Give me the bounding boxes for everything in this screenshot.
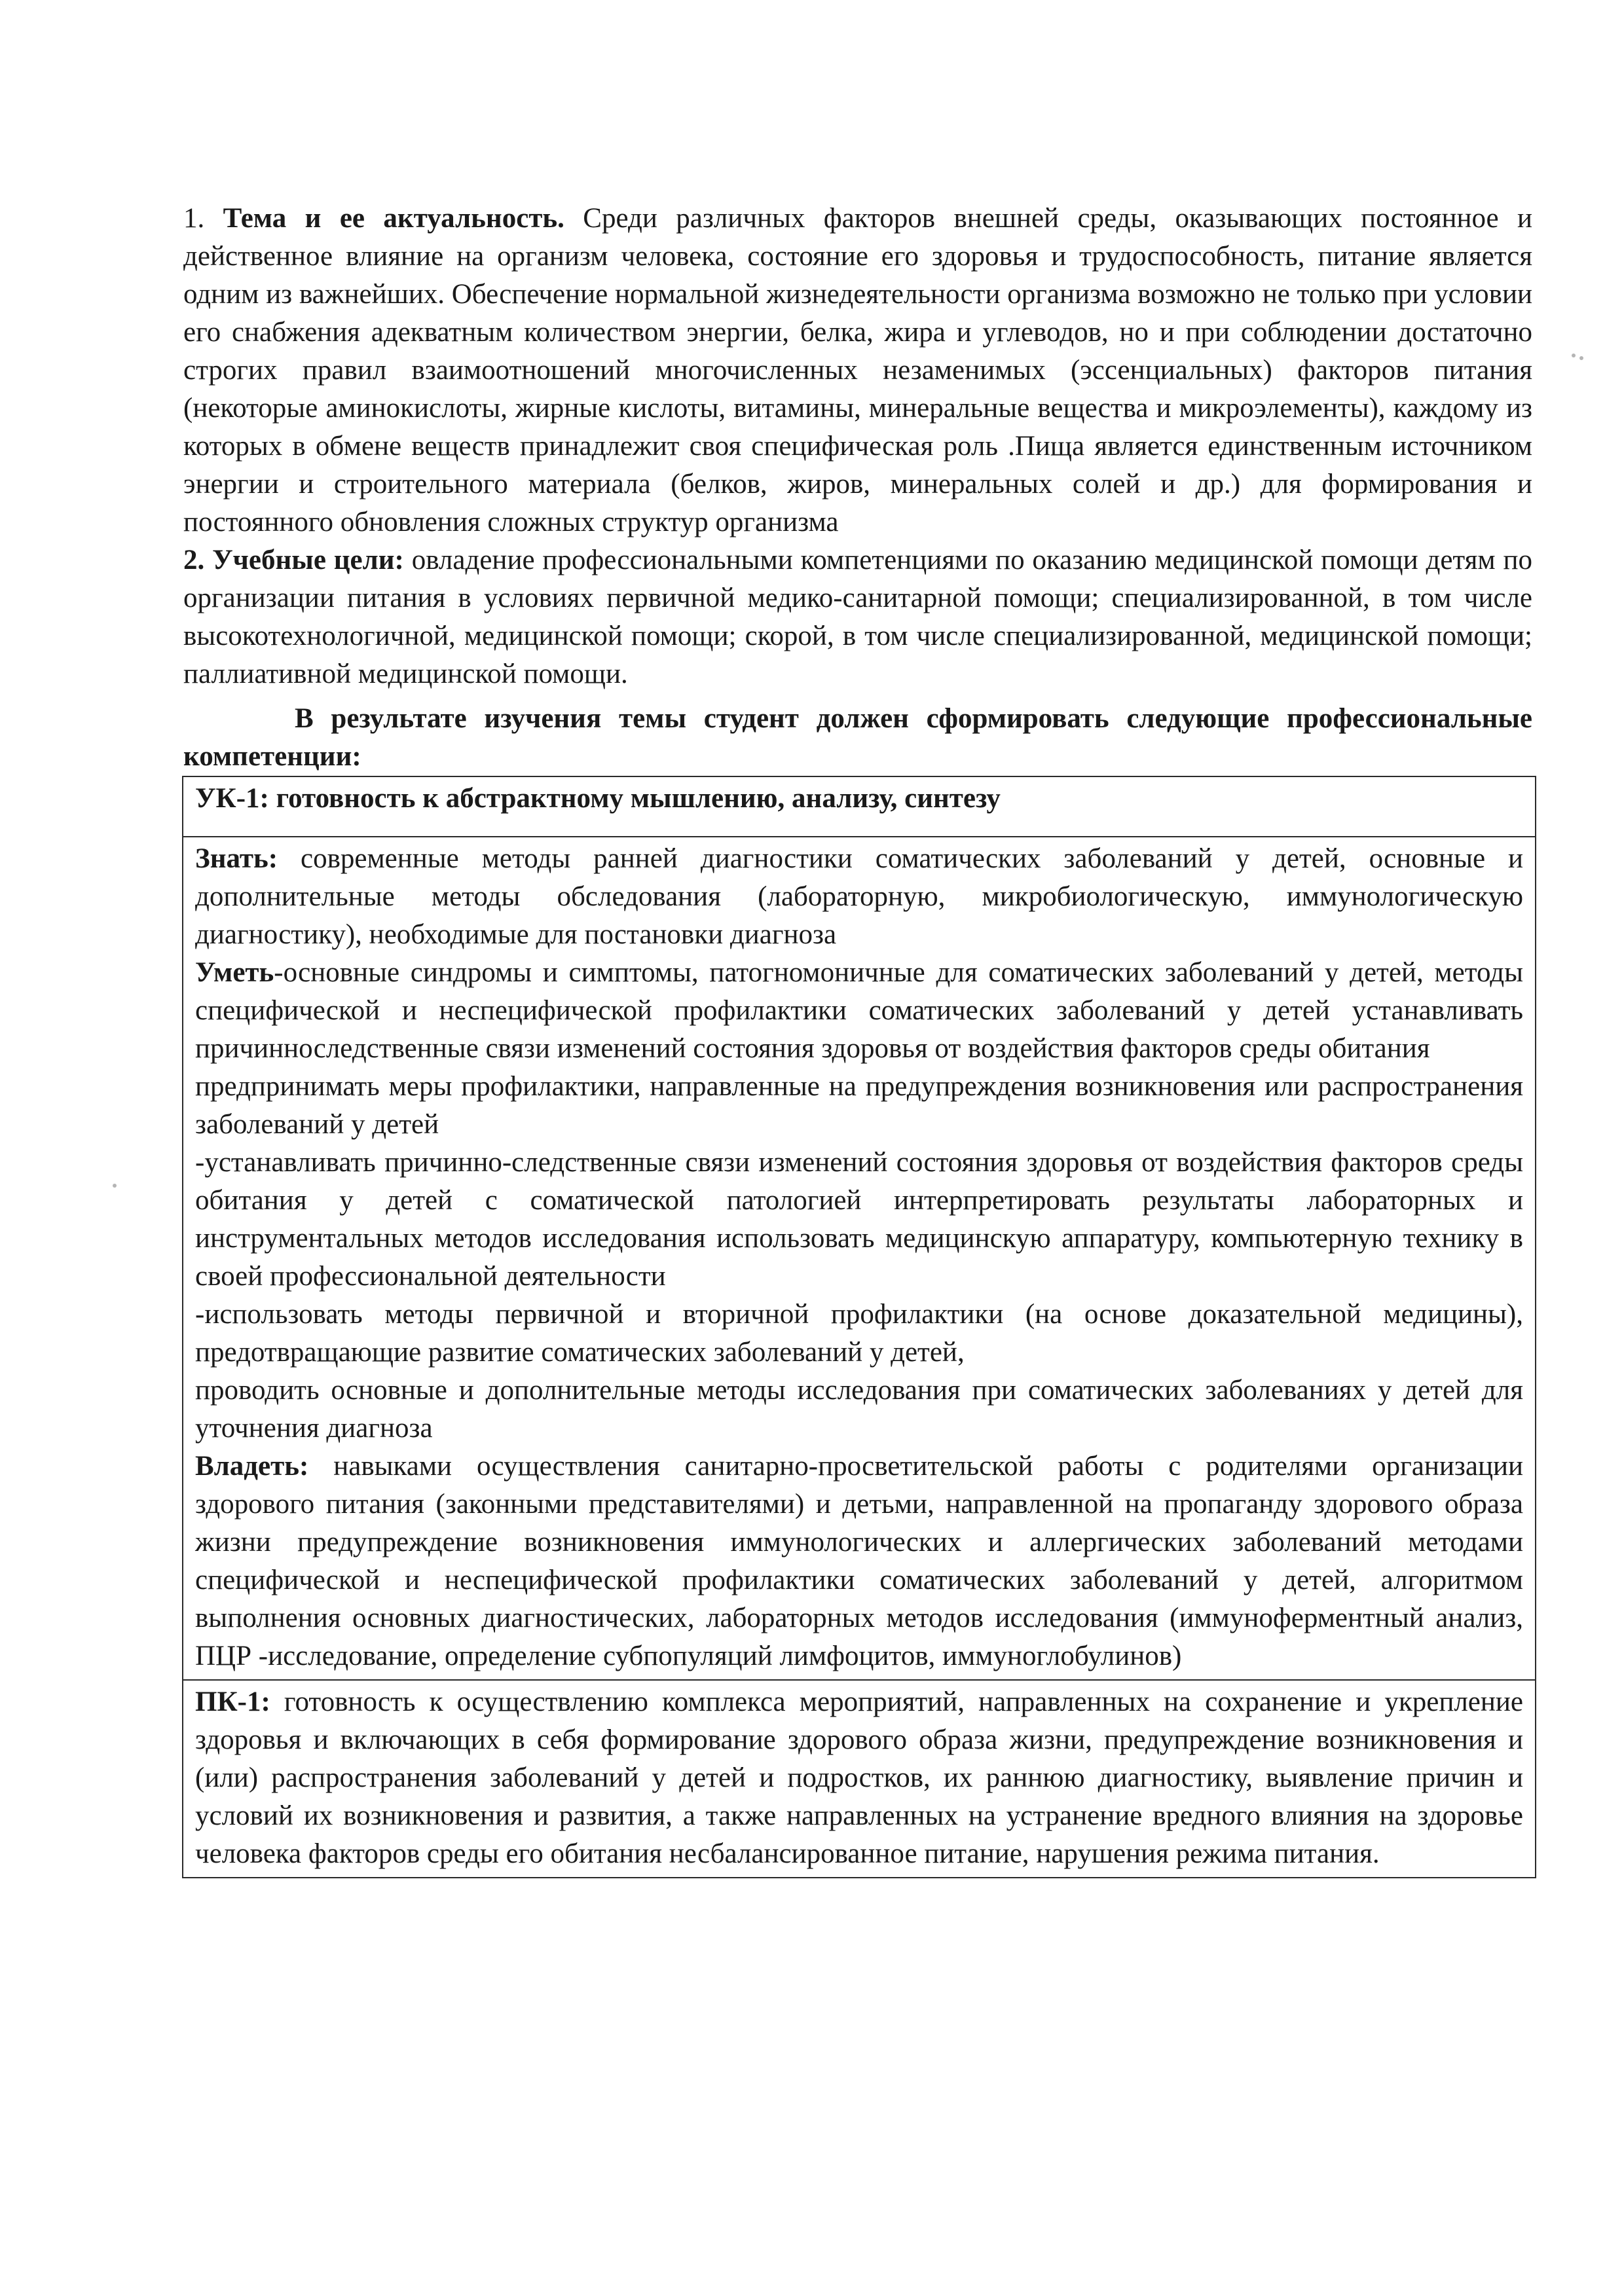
section-1-paragraph bbox=[183, 200, 1532, 541]
competencies-table bbox=[182, 776, 1536, 1878]
uk1-own-label: Владеть: bbox=[195, 1451, 309, 1482]
section-2-title: 2. Учебные цели: bbox=[183, 545, 404, 575]
uk1-header: УК-1: готовность к абстрактному мышлению, анализу, синтезу bbox=[183, 776, 1536, 837]
pk1-label: ПК-1: bbox=[195, 1686, 270, 1717]
uk1-body-row bbox=[183, 837, 1536, 1680]
uk1-know-label: Знать: bbox=[195, 843, 278, 874]
section-2-paragraph bbox=[183, 541, 1532, 693]
competencies-intro: В результате изучения темы студент должен сформировать следующие профессиональные компетенции: bbox=[183, 703, 1532, 772]
scan-speck bbox=[1579, 356, 1583, 360]
scan-speck bbox=[113, 1184, 117, 1188]
uk1-header-row bbox=[183, 776, 1536, 837]
uk1-can-label: Уметь bbox=[195, 957, 274, 988]
uk1-body bbox=[183, 837, 1536, 1680]
uk1-own-text: навыками осуществления санитарно-просветительской работы с родителями организации здорового питания (законными представителями) и детьми, направленной на пропаганду здорового образа жизни предупреждение возникновения иммунологических и аллергических заболеваний методами специфической и неспецифической профилактики соматических заболеваний у детей, алгоритмом выполнения основных диагностических, лабораторных методов исследования (иммуноферментный анализ, ПЦР -исследование, определение субпопуляций лимфоцитов, иммуноглобулинов) bbox=[195, 1451, 1524, 1671]
document-page bbox=[183, 200, 1532, 1878]
scan-speck bbox=[1572, 354, 1576, 357]
uk1-can bbox=[195, 954, 1523, 1068]
uk1-can-text: -основные синдромы и симптомы, патогномоничные для соматических заболеваний у детей, методы специфической и неспецифической профилактики соматических заболеваний у детей устанавливать причинноследственные связи изменений состояния здоровья от воздействия факторов среды обитания bbox=[195, 957, 1523, 1064]
section-1-number: 1. bbox=[183, 203, 205, 234]
uk1-own bbox=[195, 1448, 1523, 1675]
section-1-text: Среди различных факторов внешней среды, оказывающих постоянное и действенное влияние на организм человека, состояние его здоровья и трудоспособность, питание является одним из важнейших. Обеспечение нормальной жизнедеятельности организма возможно не только при условии его снабжения адекватным количеством энергии, белка, жира и углеводов, но и при соблюдении достаточно строгих правил взаимоотношений многочисленных незаменимых (эссенциальных) факторов питания (некоторые аминокислоты, жирные кислоты, витамины, минеральные вещества и микроэлементы), каждому из которых в обмене веществ принадлежит своя специфическая роль .Пища является единственным источником энергии и строительного материала (белков, жиров, минеральных солей и др.) для формирования и постоянного обновления сложных структур организма bbox=[183, 203, 1533, 538]
uk1-know-text: современные методы ранней диагностики соматических заболеваний у детей, основные и дополнительные методы обследования (лабораторную, микробиологическую, иммунологическую диагностику), необходимые для постановки диагноза bbox=[195, 843, 1523, 950]
uk1-line-4: -устанавливать причинно-следственные связи изменений состояния здоровья от воздействия факторов среды обитания у детей с соматической патологией интерпретировать результаты лабораторных и инструментальных методов исследования использовать медицинскую аппаратуру, компьютерную технику в своей профессиональной деятельности bbox=[195, 1147, 1523, 1292]
section-1-title: Тема и ее актуальность. bbox=[223, 203, 564, 234]
uk1-line-6: проводить основные и дополнительные методы исследования при соматических заболеваниях у детей для уточнения диагноза bbox=[195, 1375, 1523, 1444]
uk1-line-5: -использовать методы первичной и вторичной профилактики (на основе доказательной медицины), предотвращающие развитие соматических заболеваний у детей, bbox=[195, 1299, 1523, 1368]
pk1-text: готовность к осуществлению комплекса мероприятий, направленных на сохранение и укрепление здоровья и включающих в себя формирование здорового образа жизни, предупреждение возникновения и (или) распространения заболеваний у детей и подростков, их раннюю диагностику, выявление причин и условий их возникновения и развития, а также направленных на устранение вредного влияния на здоровье человека факторов среды его обитания несбалансированное питание, нарушения режима питания. bbox=[195, 1686, 1524, 1869]
uk1-line-3: предпринимать меры профилактики, направленные на предупреждения возникновения или распространения заболеваний у детей bbox=[195, 1071, 1523, 1140]
section-2-text: овладение профессиональными компетенциями по оказанию медицинской помощи детям по организации питания в условиях первичной медико-санитарной помощи; специализированной, в том числе высокотехнологичной, медицинской помощи; скорой, в том числе специализированной, медицинской помощи; паллиативной медицинской помощи. bbox=[183, 545, 1532, 689]
uk1-know bbox=[195, 840, 1523, 954]
pk1-row bbox=[183, 1680, 1536, 1878]
pk1-cell bbox=[183, 1680, 1536, 1878]
